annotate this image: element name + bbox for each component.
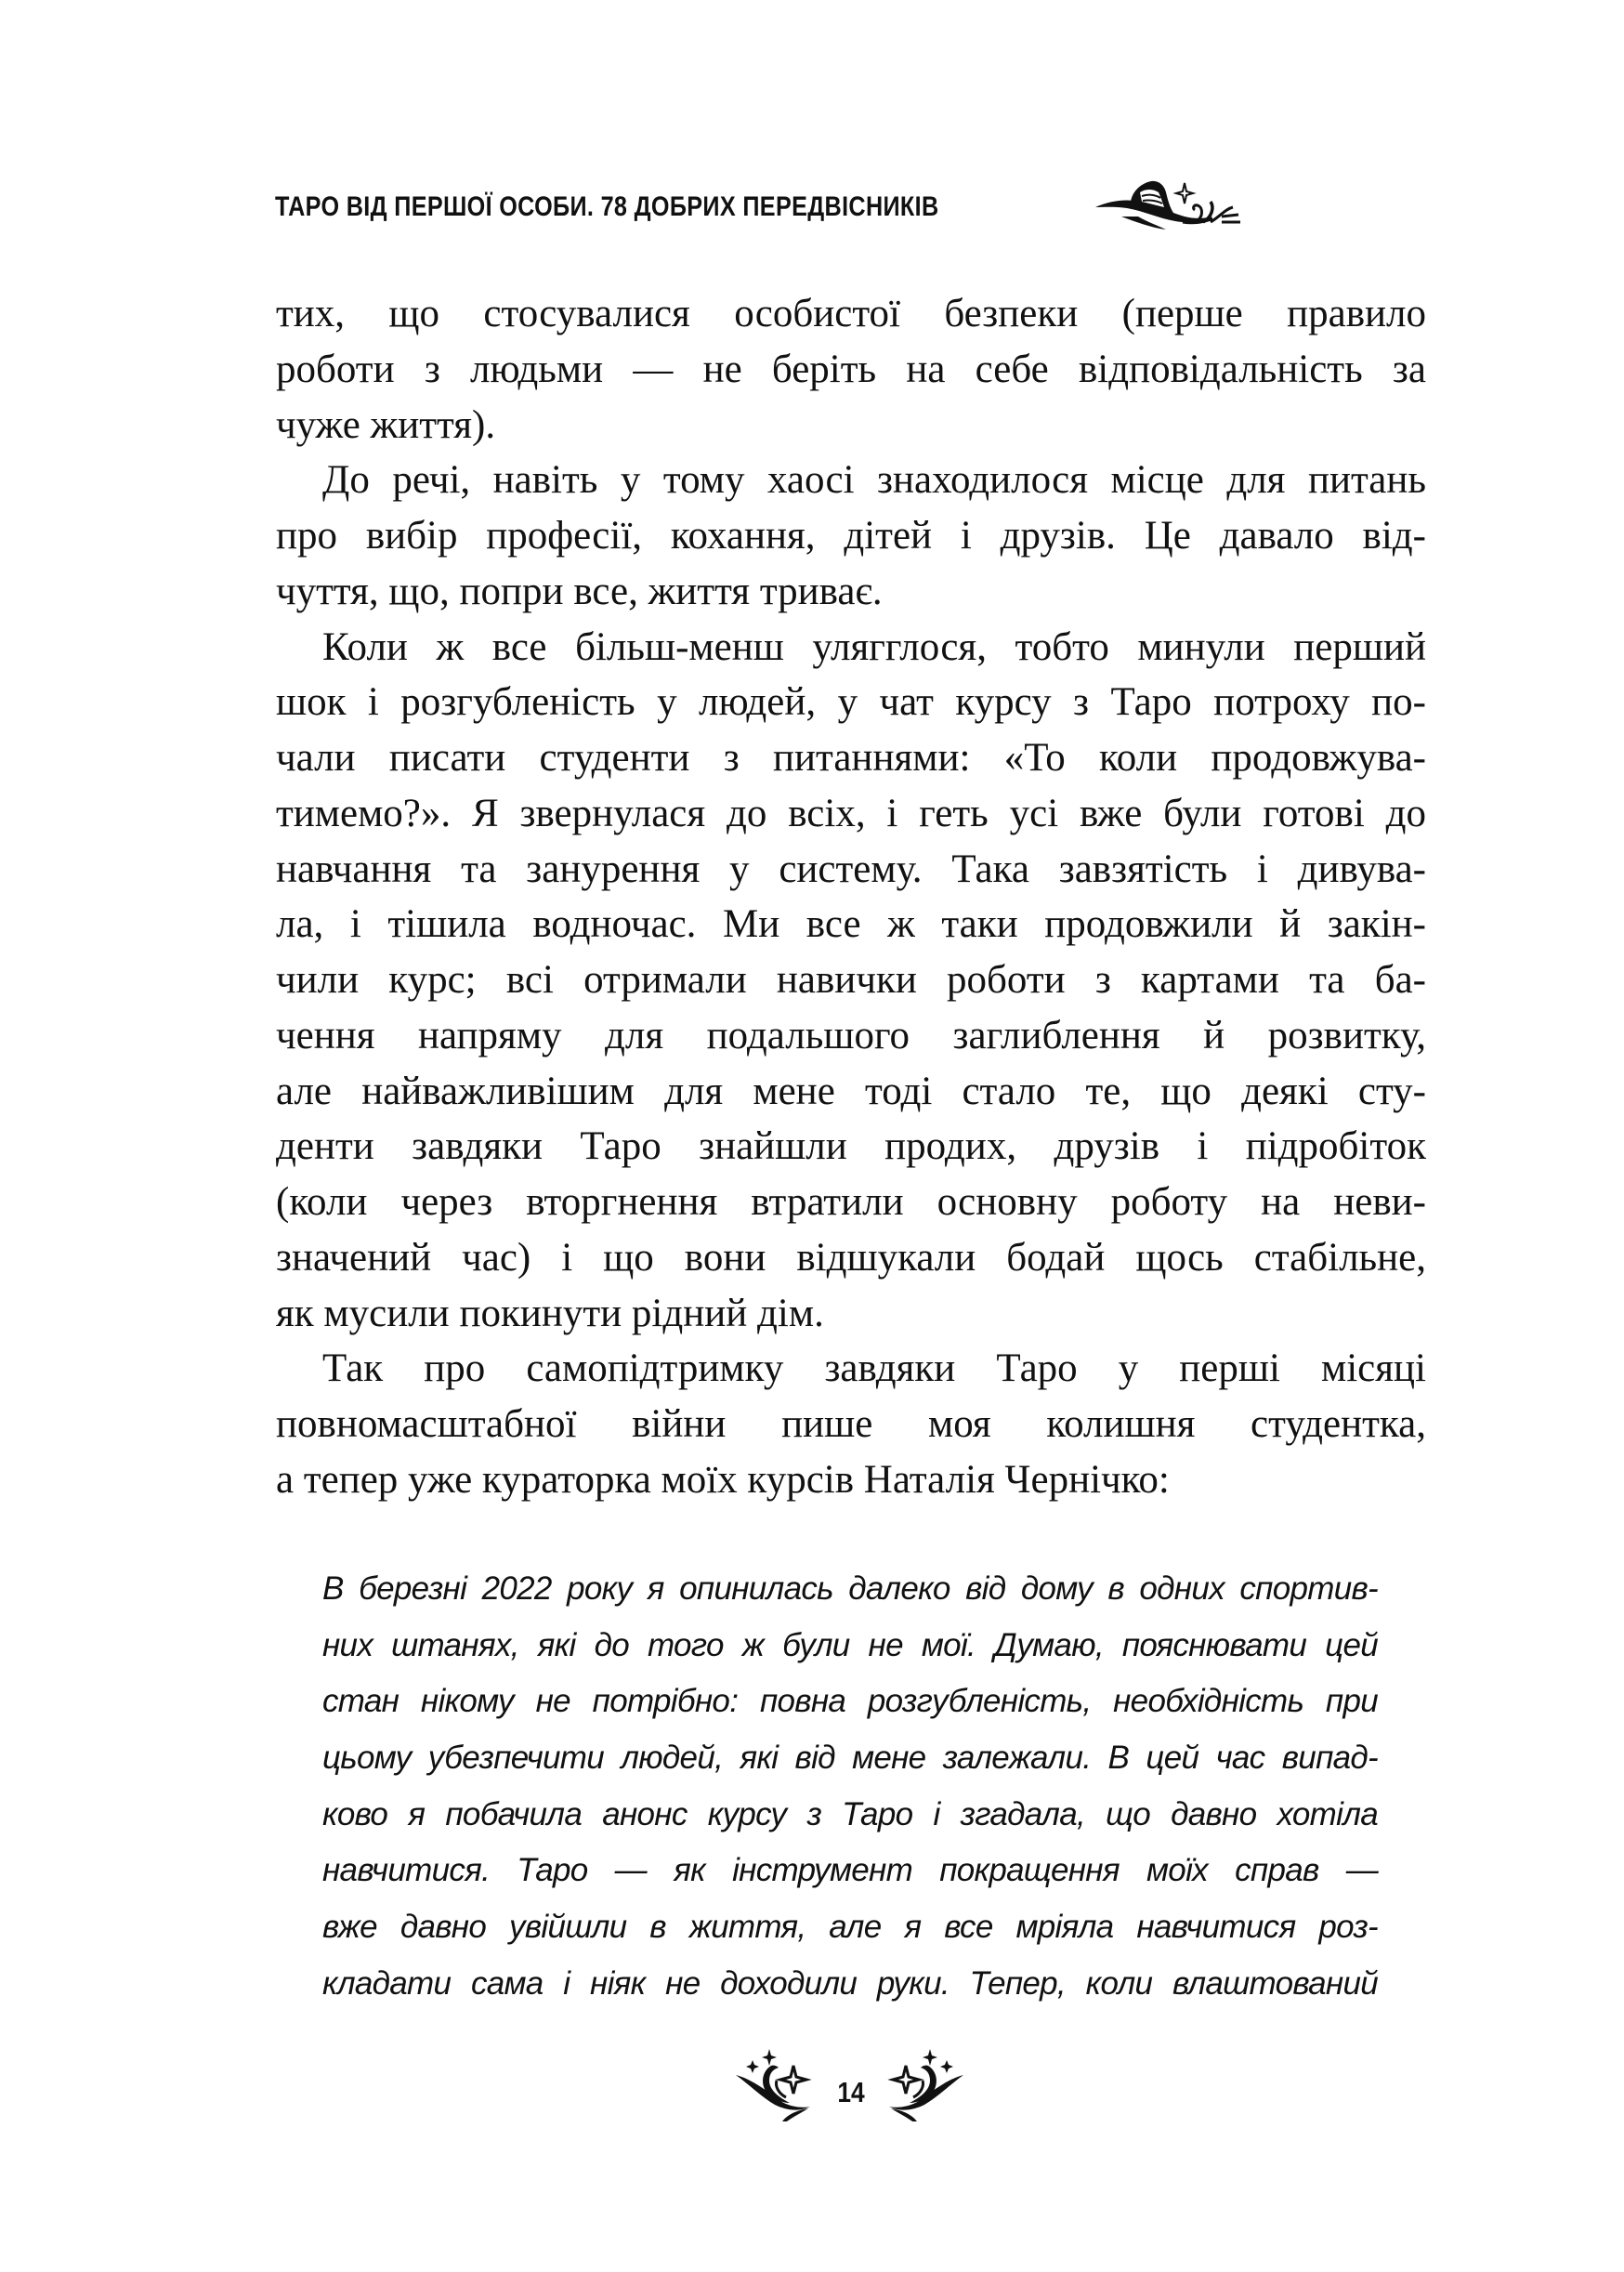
sparkle-swirl-ornament-left-icon <box>734 2047 812 2121</box>
body-line: чали писати студенти з питаннями: «То коли продовжува- <box>276 736 1426 780</box>
body-line: навчання та занурення у систему. Така завзятість і дивува- <box>276 847 1426 891</box>
body-line: чуття, що, попри все, життя триває. <box>276 569 883 613</box>
quote-line: цьому убезпечити людей, які від мене залежали. В цей час випад- <box>322 1740 1378 1777</box>
body-line: шок і розгубленість у людей, у чат курсу з Таро потроху по- <box>276 680 1426 725</box>
quote-line: них штанях, які до того ж були не мої. Думаю, пояснювати цей <box>322 1626 1378 1663</box>
quote-line: кладати сама і ніяк не доходили руки. Тепер, коли влаштований <box>322 1964 1378 2002</box>
witch-hat-ornament-icon <box>1094 179 1242 231</box>
body-text <box>276 286 1426 1508</box>
quote-line: В березні 2022 року я опинилась далеко від дому в одних спортив- <box>322 1570 1378 1607</box>
body-line: чуже життя). <box>276 402 496 447</box>
body-line: чили курс; всі отримали навички роботи з картами та ба- <box>276 958 1426 1002</box>
page-number: 14 <box>837 2076 865 2108</box>
body-line: про вибір професії, кохання, дітей і друзів. Це давало від- <box>276 514 1426 558</box>
quote-line: навчитися. Таро — як інструмент покращення моїх справ — <box>322 1852 1378 1889</box>
body-line: чення напряму для подальшого заглиблення й розвитку, <box>276 1013 1426 1057</box>
body-line: тимемо?». Я звернулася до всіх, і геть усі вже були готові до <box>276 791 1426 835</box>
body-line: До речі, навіть у тому хаосі знаходилося місце для питань <box>322 458 1426 503</box>
sparkle-swirl-ornament-right-icon <box>887 2047 965 2121</box>
body-line: роботи з людьми — не беріть на себе відповідальність за <box>276 347 1426 391</box>
body-line: але найважливішим для мене тоді стало те, що деякі сту- <box>276 1069 1426 1113</box>
body-line: Так про самопідтримку завдяки Таро у перші місяці <box>322 1346 1426 1391</box>
body-line: денти завдяки Таро знайшли продих, друзів і підробіток <box>276 1124 1426 1169</box>
body-line: як мусили покинути рідний дім. <box>276 1291 824 1335</box>
body-line: (коли через вторгнення втратили основну роботу на неви- <box>276 1180 1426 1224</box>
quote-line: вже давно увійшли в життя, але я все мріяла навчитися роз- <box>322 1909 1378 1946</box>
body-line: повномасштабної війни пише моя колишня студентка, <box>276 1402 1426 1446</box>
body-line: Коли ж все більш-менш улягглося, тобто минули перший <box>322 624 1426 669</box>
body-line: тих, що стосувалися особистої безпеки (перше правило <box>276 292 1426 335</box>
quote-line: стан нікому не потрібно: повна розгубленість, необхідність при <box>322 1683 1378 1720</box>
body-line: ла, і тішила водночас. Ми все ж таки продовжили й закін- <box>276 902 1426 947</box>
quote-block <box>322 1561 1378 2013</box>
body-line: значений час) і що вони відшукали бодай щось стабільне, <box>276 1235 1426 1280</box>
running-header-title: ТАРО ВІД ПЕРШОЇ ОСОБИ. 78 ДОБРИХ ПЕРЕДВІСНИКІВ <box>275 191 939 222</box>
body-line: а тепер уже кураторка моїх курсів Наталія Чернічко: <box>276 1457 1170 1502</box>
quote-line: ково я побачила анонс курсу з Таро і згадала, що давно хотіла <box>322 1795 1378 1832</box>
